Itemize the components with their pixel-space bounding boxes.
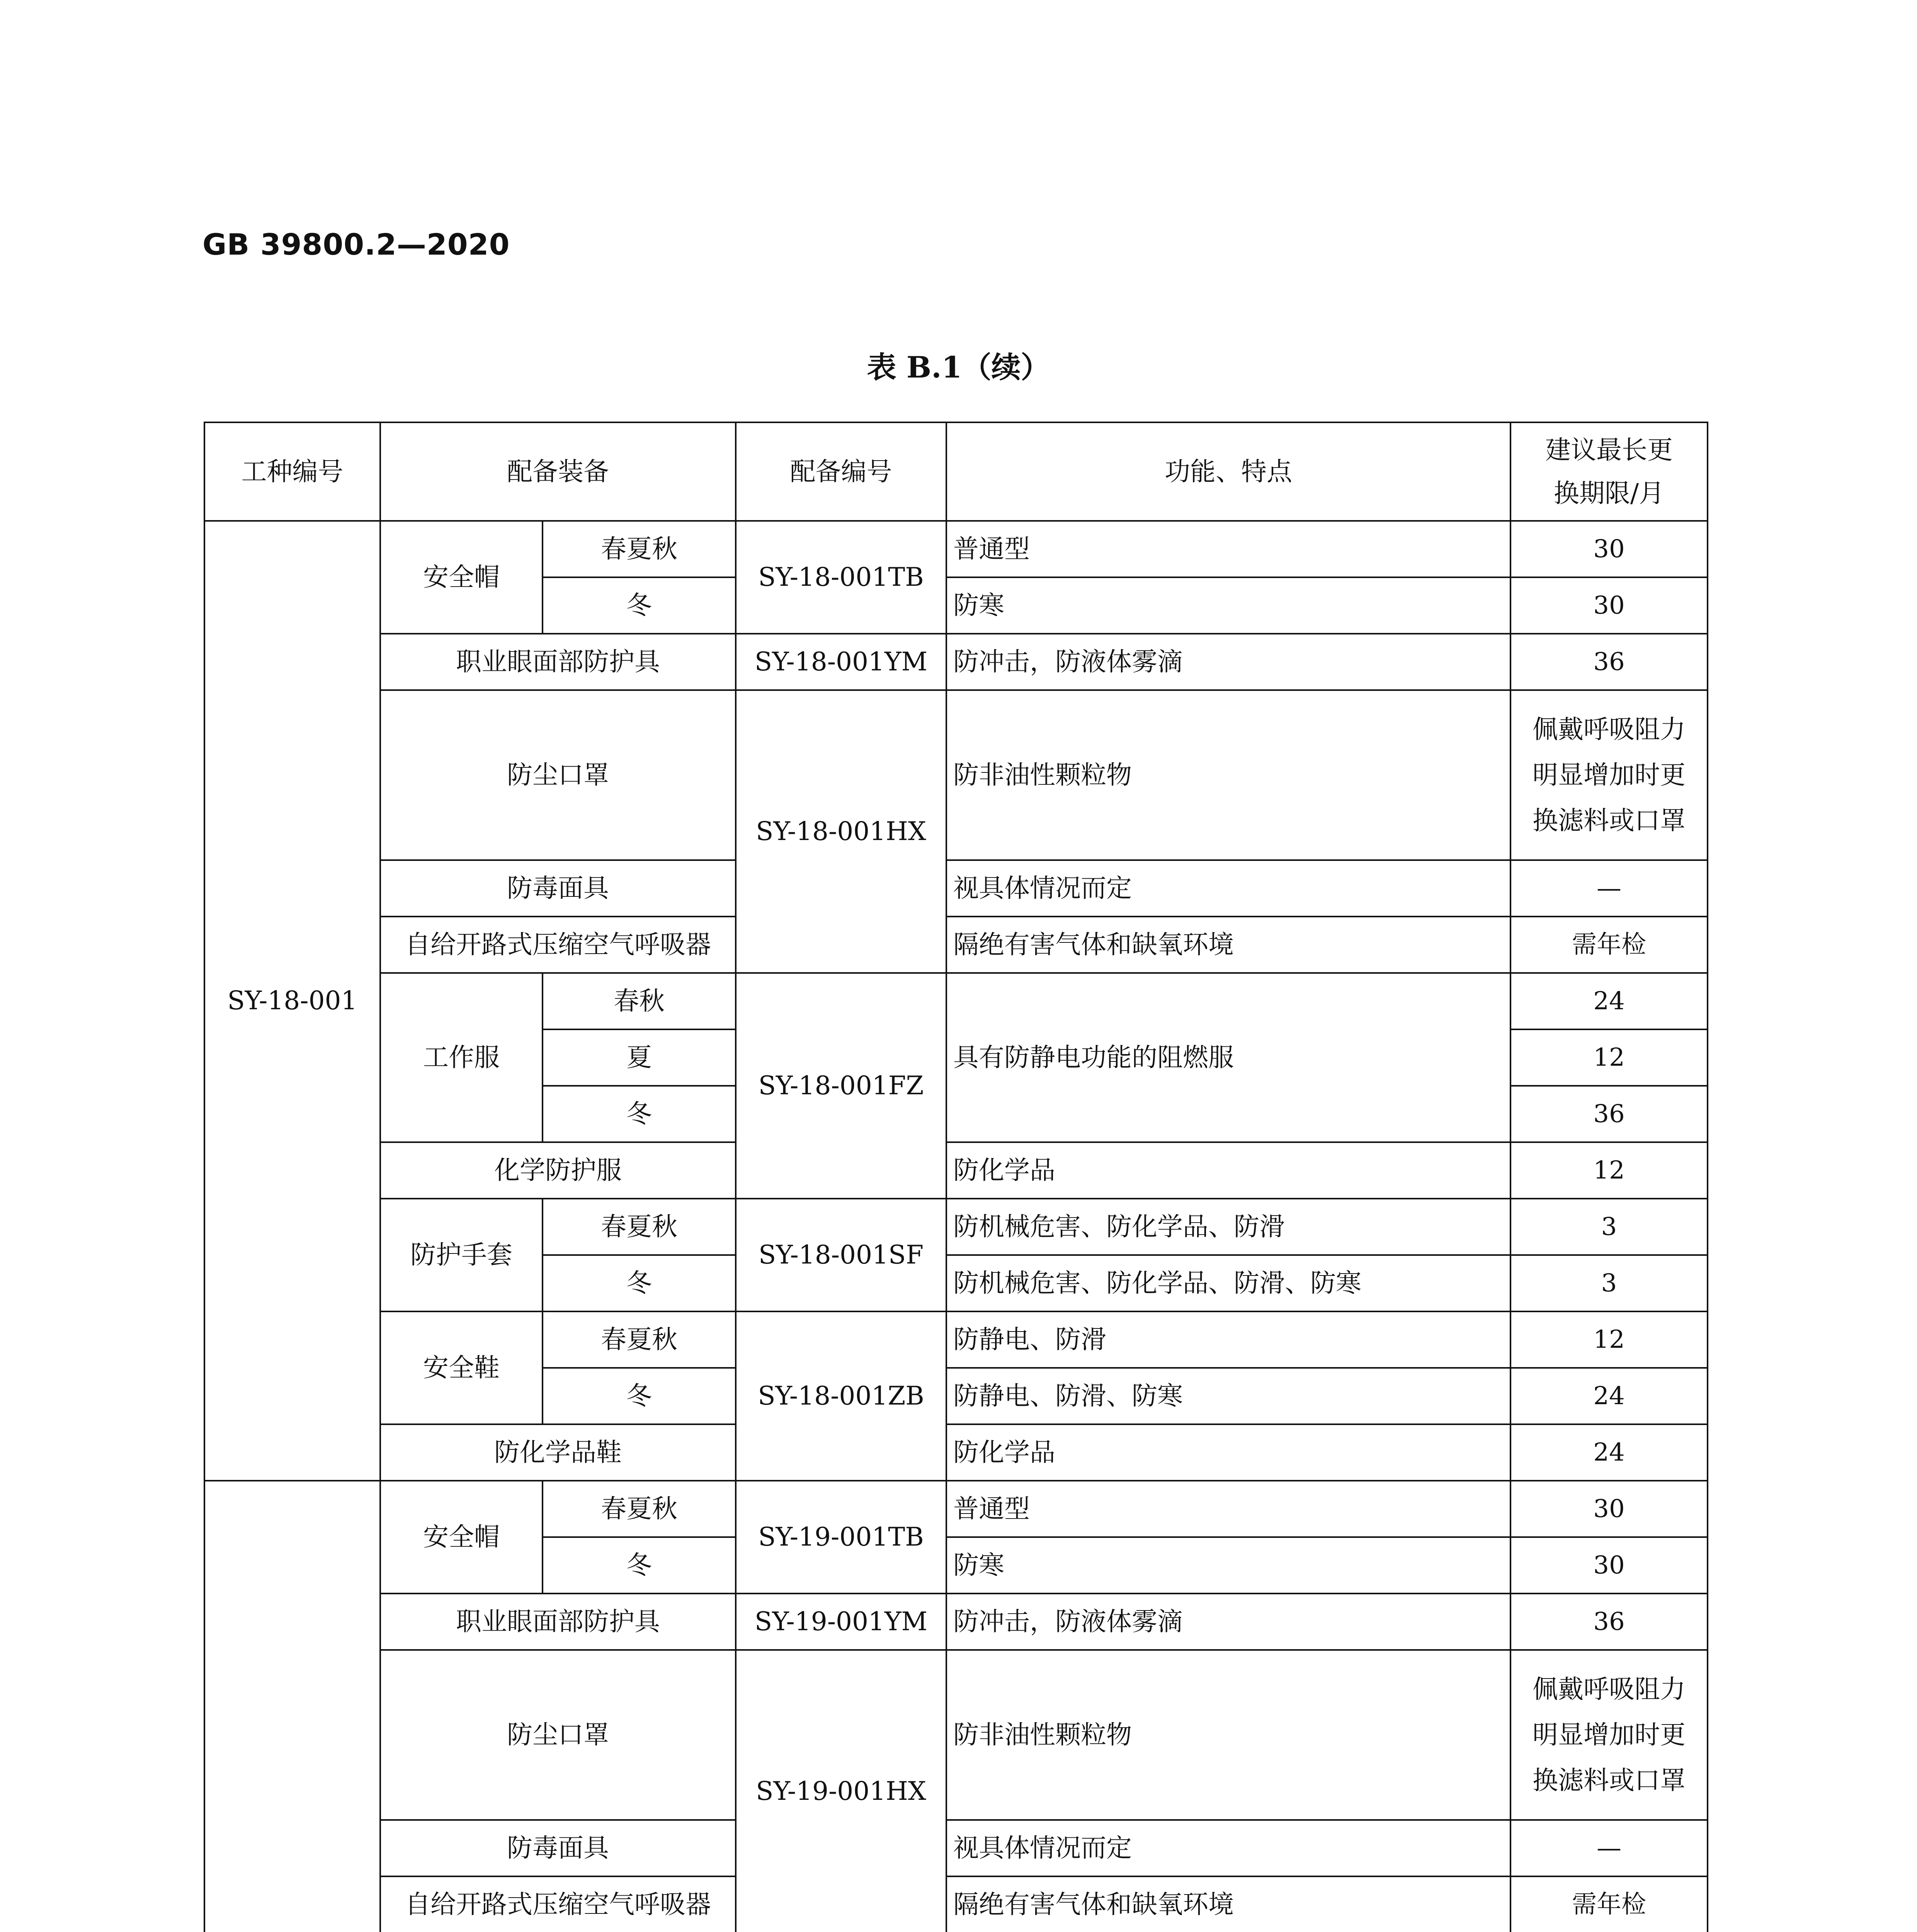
- table-caption: 表 B.1（续）: [867, 350, 1050, 384]
- col-header-function: 功能、特点: [946, 422, 1510, 521]
- season-cell: 春秋: [543, 973, 736, 1029]
- season-cell: 冬: [543, 1086, 736, 1142]
- equipment-cell: 防尘口罩: [380, 690, 736, 860]
- function-cell: 防非油性颗粒物: [946, 1650, 1510, 1820]
- function-cell: 防非油性颗粒物: [946, 690, 1510, 860]
- table-row: [204, 1424, 1708, 1481]
- job-code-cell: SY-18-001: [204, 521, 380, 1481]
- replace-period-line: 佩戴呼吸阻力: [1533, 714, 1686, 744]
- replace-period-line: 明显增加时更: [1533, 760, 1686, 790]
- equipment-cell: 安全帽: [380, 1481, 543, 1594]
- season-cell: 冬: [543, 1368, 736, 1424]
- table-row: [204, 690, 1708, 860]
- replace-period-cell: 24: [1510, 1424, 1708, 1481]
- equipment-cell: 职业眼面部防护具: [380, 1594, 736, 1650]
- equipment-cell: 自给开路式压缩空气呼吸器: [380, 1876, 736, 1932]
- equipment-cell: 工作服: [380, 973, 543, 1142]
- function-cell: 具有防静电功能的阻燃服: [946, 973, 1510, 1142]
- function-cell: 普通型: [946, 521, 1510, 577]
- table-row: [204, 521, 1708, 577]
- function-cell: 防寒: [946, 577, 1510, 634]
- replace-period-cell: 30: [1510, 1481, 1708, 1537]
- replace-period-cell: 24: [1510, 1368, 1708, 1424]
- table-body: [204, 521, 1708, 1932]
- function-cell: 防机械危害、防化学品、防滑: [946, 1199, 1510, 1255]
- table-row: [204, 1142, 1708, 1199]
- replace-period-cell: 12: [1510, 1029, 1708, 1086]
- replace-period-cell: [1510, 1650, 1708, 1820]
- replace-period-cell: 30: [1510, 577, 1708, 634]
- function-cell: 隔绝有害气体和缺氧环境: [946, 917, 1510, 973]
- replace-period-cell: 3: [1510, 1199, 1708, 1255]
- equipment-table: [204, 422, 1708, 1932]
- season-cell: 春夏秋: [543, 1311, 736, 1368]
- equipment-code-cell: SY-19-001TB: [736, 1481, 946, 1594]
- function-cell: 防寒: [946, 1537, 1510, 1594]
- function-cell: 视具体情况而定: [946, 860, 1510, 917]
- equipment-cell: 防尘口罩: [380, 1650, 736, 1820]
- equipment-cell: 化学防护服: [380, 1142, 736, 1199]
- replace-period-cell: [1510, 690, 1708, 860]
- table-row: [204, 860, 1708, 917]
- table-row: [204, 634, 1708, 690]
- equipment-cell: 防毒面具: [380, 1820, 736, 1876]
- table-row: [204, 1594, 1708, 1650]
- replace-period-cell: 30: [1510, 521, 1708, 577]
- function-cell: 防化学品: [946, 1424, 1510, 1481]
- function-cell: 防机械危害、防化学品、防滑、防寒: [946, 1255, 1510, 1311]
- function-cell: 防静电、防滑、防寒: [946, 1368, 1510, 1424]
- col-header-replace-period: [1510, 422, 1708, 521]
- equipment-code-cell: SY-19-001HX: [736, 1650, 946, 1932]
- replace-period-line: 换滤料或口罩: [1533, 1765, 1686, 1795]
- table-row: [204, 1820, 1708, 1876]
- table-row: [204, 1311, 1708, 1368]
- season-cell: 冬: [543, 1537, 736, 1594]
- season-cell: 夏: [543, 1029, 736, 1086]
- equipment-code-cell: SY-18-001HX: [736, 690, 946, 973]
- col-header-replace-period-line1: 建议最长更: [1545, 435, 1673, 465]
- function-cell: 视具体情况而定: [946, 1820, 1510, 1876]
- equipment-cell: 安全鞋: [380, 1311, 543, 1424]
- season-cell: 冬: [543, 577, 736, 634]
- replace-period-line: 佩戴呼吸阻力: [1533, 1674, 1686, 1704]
- replace-period-cell: 36: [1510, 1594, 1708, 1650]
- col-header-replace-period-line2: 换期限/月: [1553, 478, 1665, 508]
- replace-period-cell: —: [1510, 1820, 1708, 1876]
- job-code-cell: [204, 1481, 380, 1932]
- equipment-cell: 防化学品鞋: [380, 1424, 736, 1481]
- function-cell: 防冲击，防液体雾滴: [946, 634, 1510, 690]
- equipment-cell: 职业眼面部防护具: [380, 634, 736, 690]
- equipment-code-cell: SY-18-001FZ: [736, 973, 946, 1199]
- equipment-code-cell: SY-18-001YM: [736, 634, 946, 690]
- replace-period-cell: 12: [1510, 1311, 1708, 1368]
- replace-period-line: 换滤料或口罩: [1533, 806, 1686, 835]
- function-cell: 隔绝有害气体和缺氧环境: [946, 1876, 1510, 1932]
- table-row: [204, 973, 1708, 1029]
- col-header-job-code: 工种编号: [204, 422, 380, 521]
- col-header-equipment-code: 配备编号: [736, 422, 946, 521]
- function-cell: 防静电、防滑: [946, 1311, 1510, 1368]
- equipment-cell: 防护手套: [380, 1199, 543, 1311]
- equipment-code-cell: SY-18-001ZB: [736, 1311, 946, 1481]
- replace-period-cell: —: [1510, 860, 1708, 917]
- equipment-cell: 防毒面具: [380, 860, 736, 917]
- function-cell: 防化学品: [946, 1142, 1510, 1199]
- season-cell: 冬: [543, 1255, 736, 1311]
- replace-period-line: 明显增加时更: [1533, 1720, 1686, 1750]
- replace-period-cell: 3: [1510, 1255, 1708, 1311]
- season-cell: 春夏秋: [543, 1199, 736, 1255]
- replace-period-cell: 36: [1510, 634, 1708, 690]
- table-header-row: [204, 422, 1708, 521]
- table-row: [204, 1481, 1708, 1537]
- replace-period-cell: 需年检: [1510, 1876, 1708, 1932]
- table-row: [204, 1650, 1708, 1820]
- function-cell: 防冲击，防液体雾滴: [946, 1594, 1510, 1650]
- equipment-cell: 安全帽: [380, 521, 543, 634]
- season-cell: 春夏秋: [543, 1481, 736, 1537]
- table-row: [204, 1876, 1708, 1932]
- season-cell: 春夏秋: [543, 521, 736, 577]
- equipment-cell: 自给开路式压缩空气呼吸器: [380, 917, 736, 973]
- col-header-equipment: 配备装备: [380, 422, 736, 521]
- equipment-code-cell: SY-18-001SF: [736, 1199, 946, 1311]
- equipment-code-cell: SY-19-001YM: [736, 1594, 946, 1650]
- replace-period-cell: 30: [1510, 1537, 1708, 1594]
- replace-period-cell: 12: [1510, 1142, 1708, 1199]
- table-row: [204, 1199, 1708, 1255]
- replace-period-cell: 需年检: [1510, 917, 1708, 973]
- replace-period-cell: 36: [1510, 1086, 1708, 1142]
- standard-number: GB 39800.2—2020: [202, 227, 510, 262]
- function-cell: 普通型: [946, 1481, 1510, 1537]
- equipment-code-cell: SY-18-001TB: [736, 521, 946, 634]
- table-row: [204, 917, 1708, 973]
- replace-period-cell: 24: [1510, 973, 1708, 1029]
